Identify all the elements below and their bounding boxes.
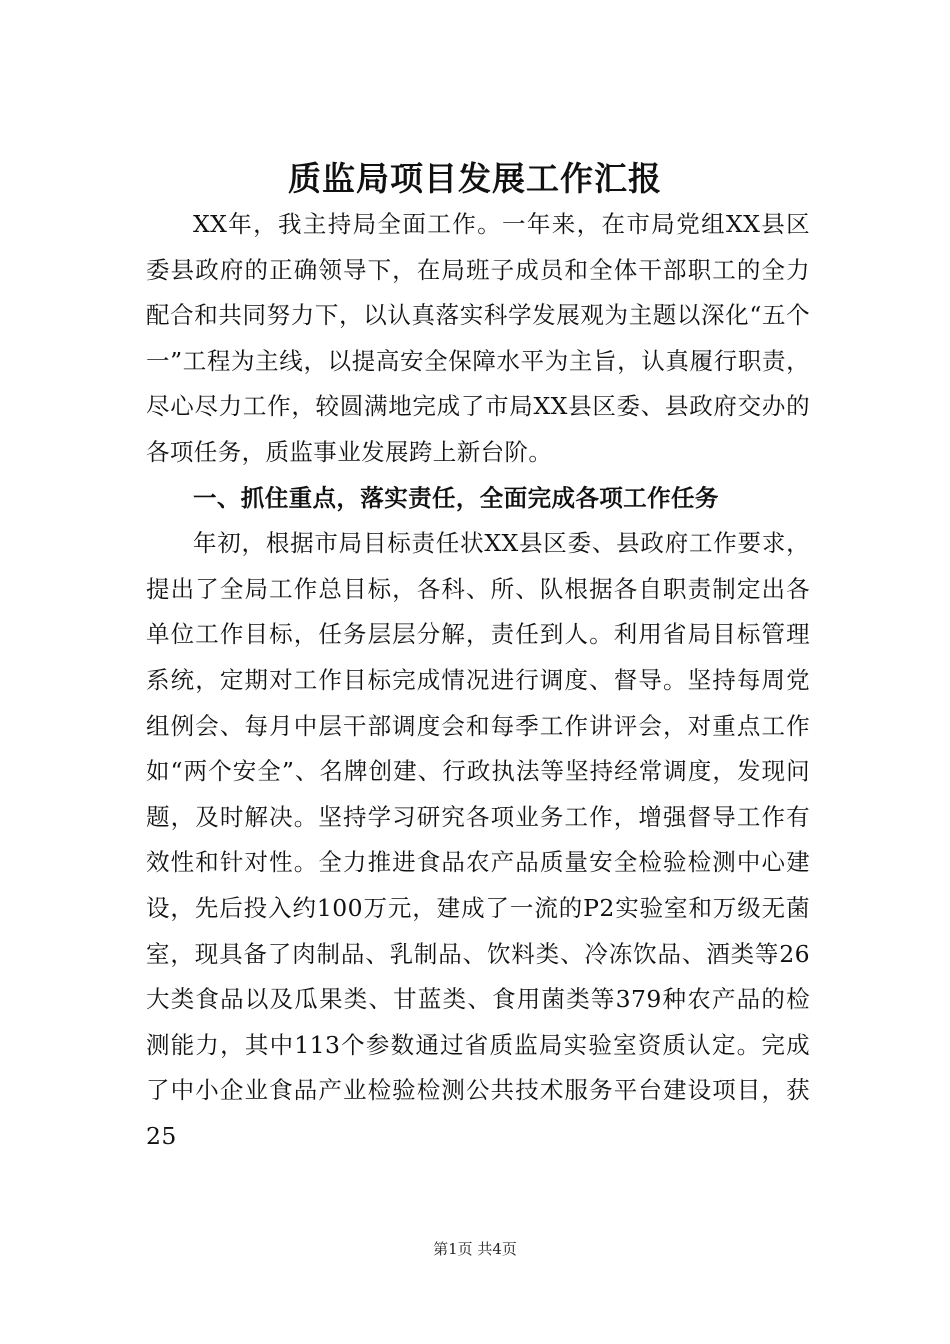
section-heading: 一、抓住重点，落实责任，全面完成各项工作任务: [193, 483, 719, 512]
section-paragraph: 年初，根据市局目标责任状XX县区委、县政府工作要求，提出了全局工作总目标，各科、所、队根据各自职责制定出各单位工作目标，任务层层分解，责任到人。利用省局目标管理系统，定期对工作目标完成情况进行调度、督导。坚持每周党组例会、每月中层干部调度会和每季工作讲评会，对重点工作如“两个安全”、名牌创建、行政执法等坚持经常调度，发现问题，及时解决。坚持学习研究各项业务工作，增强督导工作有效性和针对性。全力推进食品农产品质量安全检验检测中心建设，先后投入约100万元，建成了一流的P2实验室和万级无菌室，现具备了肉制品、乳制品、饮料类、冷冻饮品、酒类等26大类食品以及瓜果类、甘蓝类、食用菌类等379种农产品的检测能力，其中113个参数通过省质监局实验室资质认定。完成了中小企业食品产业检验检测公共技术服务平台建设项目，获25: [146, 529, 810, 1150]
page-footer: 第1页 共4页: [433, 1240, 517, 1258]
document-body: [146, 202, 810, 1159]
page-title: 质监局项目发展工作汇报: [288, 159, 662, 199]
intro-paragraph: XX年，我主持局全面工作。一年来，在市局党组XX县区委县政府的正确领导下，在局班子成员和全体干部职工的全力配合和共同努力下，以认真落实科学发展观为主题以深化“五个一”工程为主线，以提高安全保障水平为主旨，认真履行职责，尽心尽力工作，较圆满地完成了市局XX县区委、县政府交办的各项任务，质监事业发展跨上新台阶。: [146, 210, 810, 466]
